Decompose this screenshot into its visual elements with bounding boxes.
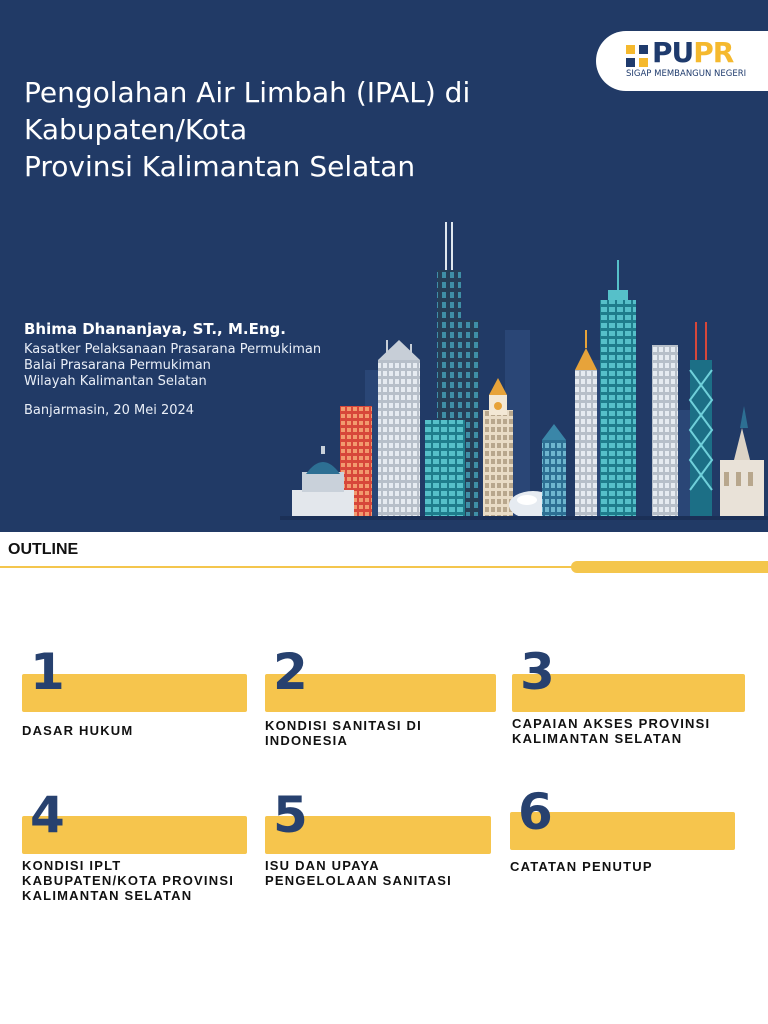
outline-item-label <box>22 858 234 903</box>
outline-item-label <box>510 859 653 874</box>
outline-item-number: 1 <box>30 643 65 701</box>
outline-item-number: 3 <box>520 643 555 701</box>
logo-pr: PR <box>693 36 734 69</box>
presenter-affiliation-1: Kasatker Pelaksanaan Prasarana Permukiman <box>24 342 322 357</box>
presenter-name: Bhima Dhananjaya, ST., M.Eng. <box>24 320 286 338</box>
outline-item-label-line: KONDISI SANITASI DI <box>265 718 422 733</box>
logo-wordmark <box>652 37 733 69</box>
outline-item-label-line: CATATAN PENUTUP <box>510 859 653 874</box>
outline-title: OUTLINE <box>8 541 79 558</box>
outline-item-number: 5 <box>273 786 308 844</box>
outline-slide <box>0 532 768 1024</box>
pupr-emblem-icon <box>626 45 648 67</box>
outline-item-label-line: KONDISI IPLT <box>22 858 122 873</box>
outline-item-label-line: DASAR HUKUM <box>22 723 134 738</box>
city-skyline-illustration <box>280 210 768 520</box>
title-line-2: Kabupaten/Kota <box>24 113 248 146</box>
outline-item-label-line: KALIMANTAN SELATAN <box>22 888 193 903</box>
presentation-title <box>24 74 544 185</box>
outline-item-number: 2 <box>273 643 308 701</box>
title-line-3: Provinsi Kalimantan Selatan <box>24 150 416 183</box>
presenter-affiliation-3: Wilayah Kalimantan Selatan <box>24 374 207 389</box>
outline-item-label-line: ISU DAN UPAYA <box>265 858 380 873</box>
outline-item-label-line: PENGELOLAAN SANITASI <box>265 873 452 888</box>
outline-accent-bar <box>571 561 768 573</box>
presenter-block <box>24 320 321 418</box>
title-line-1: Pengolahan Air Limbah (IPAL) di <box>24 76 471 109</box>
outline-item-number: 6 <box>518 783 553 841</box>
outline-item-label <box>265 718 422 748</box>
outline-item-label-line: INDONESIA <box>265 733 349 748</box>
outline-item-label <box>22 723 133 738</box>
pupr-logo <box>596 31 768 91</box>
logo-tagline: SIGAP MEMBANGUN NEGERI <box>626 69 747 79</box>
outline-item-label-line: KALIMANTAN SELATAN <box>512 731 683 746</box>
outline-item-label-line: CAPAIAN AKSES PROVINSI <box>512 716 711 731</box>
outline-item-number: 4 <box>30 786 65 844</box>
outline-item-label-line: KABUPATEN/KOTA PROVINSI <box>22 873 235 888</box>
presenter-affiliation-2: Balai Prasarana Permukiman <box>24 358 211 373</box>
presentation-date: Banjarmasin, 20 Mei 2024 <box>24 403 195 418</box>
outline-item-label <box>265 858 452 888</box>
outline-item-label <box>512 716 710 746</box>
logo-pu: PU <box>652 36 694 69</box>
